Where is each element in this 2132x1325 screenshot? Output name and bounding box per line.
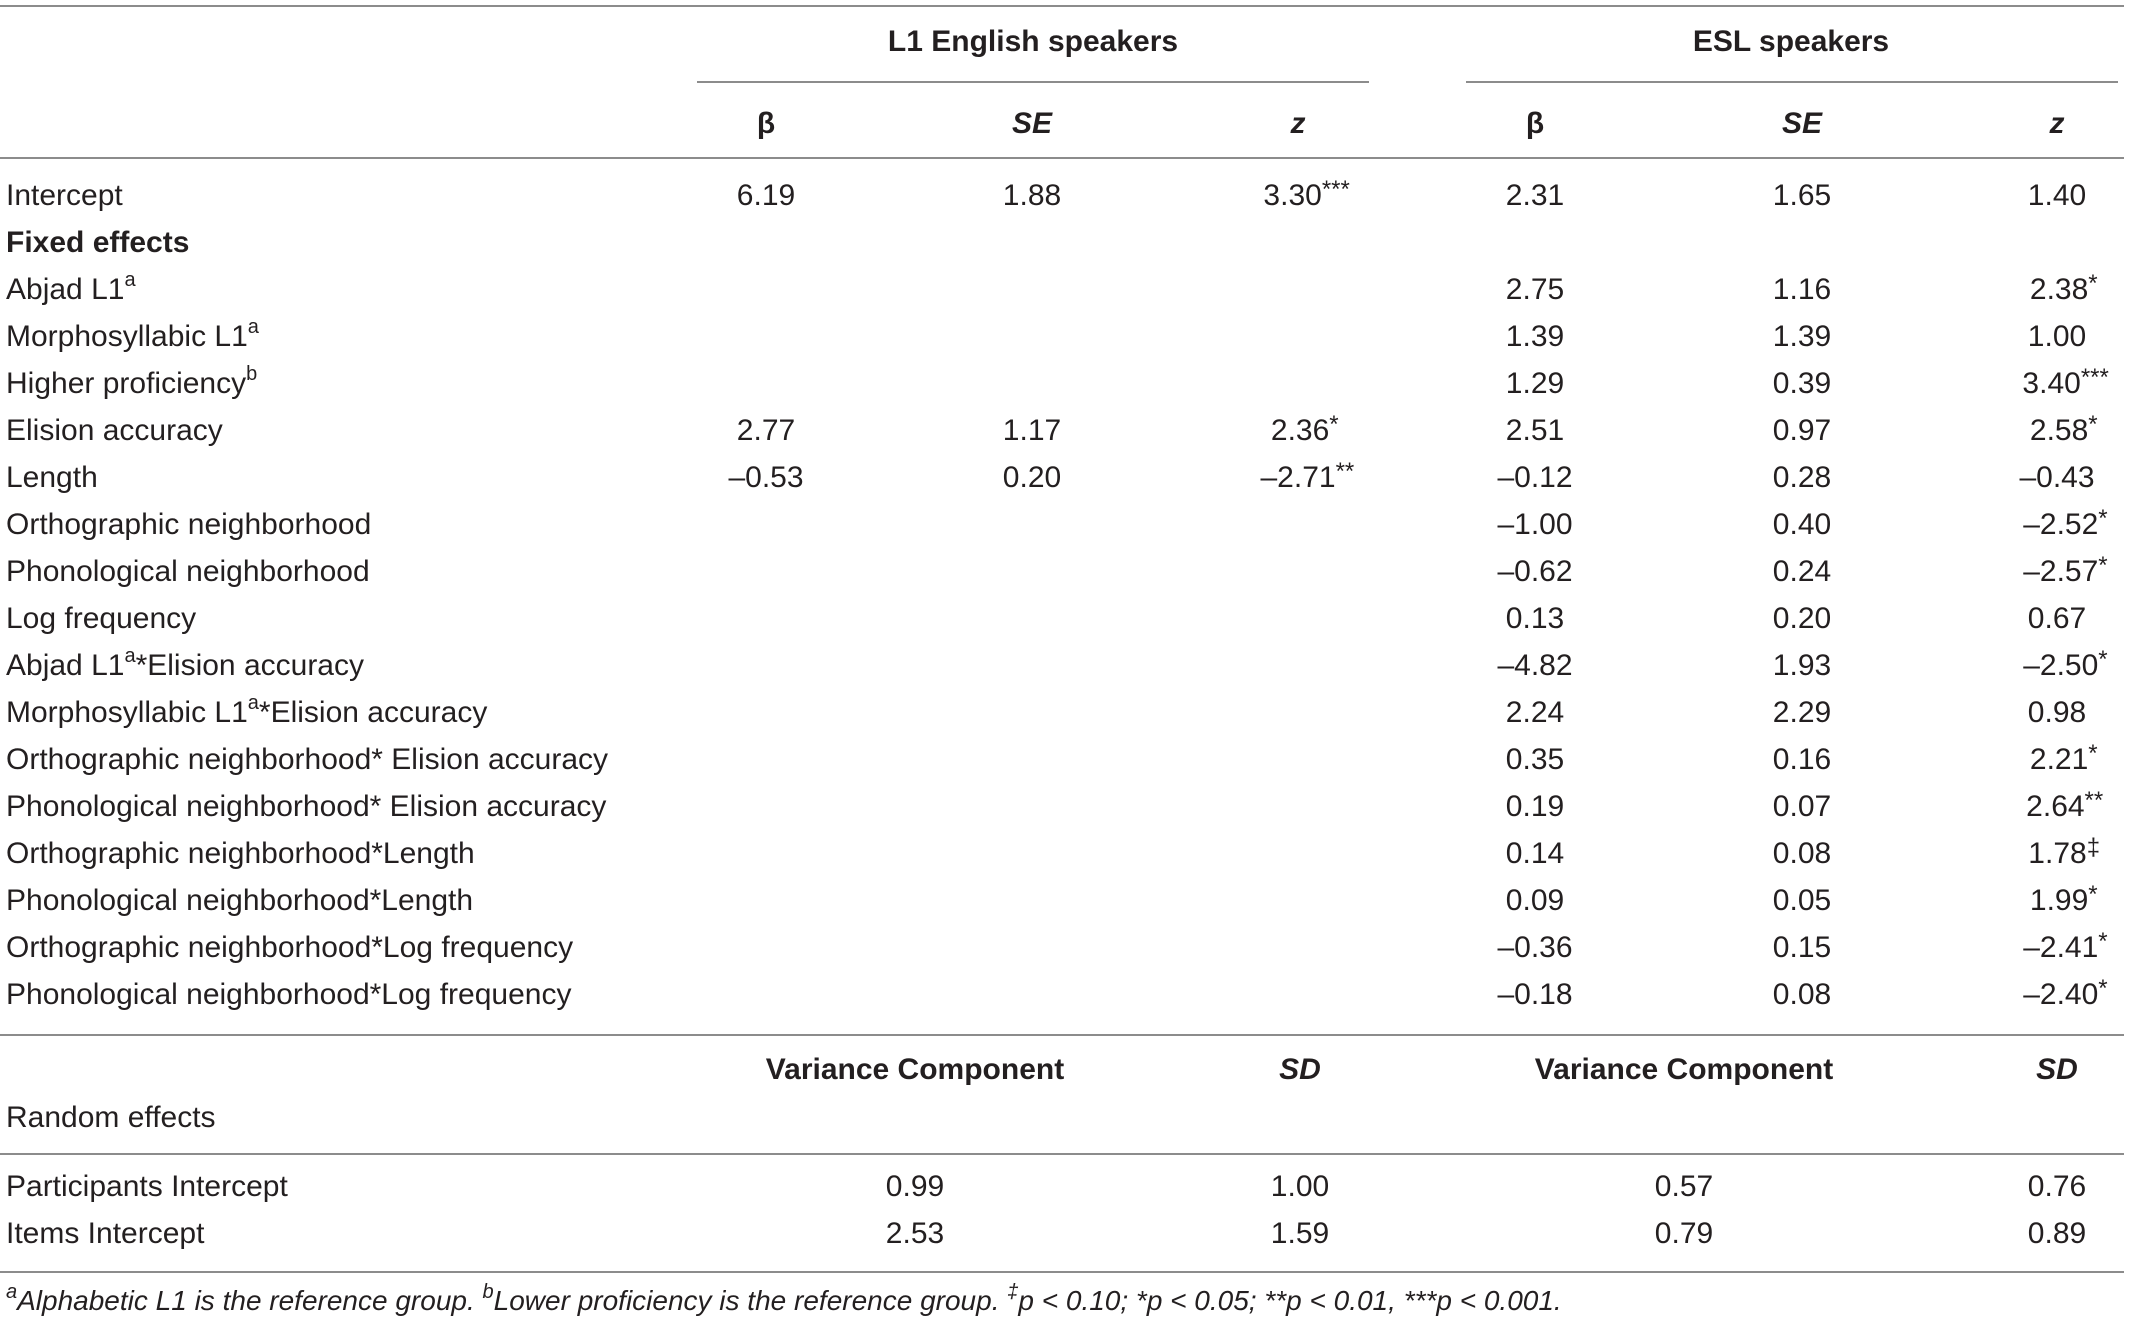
esl-value: –1.00: [1497, 508, 1573, 541]
esl-value-cell: [1773, 693, 1831, 733]
row-label-text: Elision accuracy: [6, 414, 223, 447]
l1-value: 6.19: [736, 179, 796, 212]
esl-value-cell: [1773, 176, 1831, 216]
row-label-text: Intercept: [6, 179, 123, 212]
esl-value: –2.57: [2023, 555, 2099, 588]
fixed-effects-label: Fixed effects: [6, 226, 190, 259]
significance-marker: *: [2088, 270, 2098, 297]
footnote-b-text: Lower proficiency is the reference group.: [493, 1285, 1008, 1316]
row-label-text: Abjad L1: [6, 273, 125, 306]
esl-value-cell: [1506, 364, 1564, 404]
l1-value-cell: [1271, 411, 1339, 453]
l1-value: 1.17: [1002, 414, 1062, 447]
l1-value: 2.36: [1270, 414, 1330, 447]
esl-value: 0.28: [1772, 461, 1832, 494]
row-label: [6, 834, 475, 874]
esl-value-cell: [2028, 317, 2086, 357]
l1-value-cell: [1003, 176, 1061, 216]
esl-value-cell: [2023, 928, 2107, 970]
row-label: [6, 646, 364, 686]
row-label-superscript: a: [124, 645, 136, 667]
l1-value-cell: [737, 411, 795, 451]
group-header-esl: ESL speakers: [1692, 25, 1890, 58]
esl-value: 2.31: [1505, 179, 1565, 212]
l1-value-cell: [1003, 411, 1061, 451]
esl-value-cell: [1773, 458, 1831, 498]
significance-marker: ***: [1321, 176, 1350, 203]
esl-value: 1.99: [2029, 884, 2089, 917]
esl-value-cell: [1773, 552, 1831, 592]
row-label-suffix: *Elision accuracy: [135, 649, 364, 682]
esl-value-cell: [2030, 411, 2098, 453]
header-bottom-rule: [0, 157, 2124, 159]
esl-value-cell: [2030, 881, 2098, 923]
esl-value-cell: [1497, 458, 1572, 498]
l1-value: 2.77: [736, 414, 796, 447]
row-label: [6, 599, 196, 639]
l1-value: –2.71: [1260, 461, 1336, 494]
esl-value: 0.15: [1772, 931, 1832, 964]
esl-value: –2.40: [2023, 978, 2099, 1011]
row-label: [6, 787, 606, 827]
row-label: [6, 693, 487, 733]
col-header-l1-beta: β: [756, 107, 776, 140]
esl-value: 1.65: [1772, 179, 1832, 212]
col-header-esl-beta: β: [1525, 107, 1545, 140]
row-label: [6, 552, 370, 592]
table-bottom-rule: [0, 1271, 2124, 1273]
row-label-text: Orthographic neighborhood: [6, 508, 372, 541]
esl-value: 2.21: [2029, 743, 2089, 776]
row-label-text: Abjad L1: [6, 649, 125, 682]
esl-value: 0.97: [1772, 414, 1832, 447]
row-label-text: Orthographic neighborhood*Log frequency: [6, 931, 574, 964]
esl-value: 0.35: [1505, 743, 1565, 776]
footnote-significance-text: p < 0.10; *p < 0.05; **p < 0.01, ***p < 0.001.: [1018, 1285, 1562, 1316]
row-label-superscript: a: [124, 269, 136, 291]
esl-value: 0.13: [1505, 602, 1565, 635]
l1-value: 1.88: [1002, 179, 1062, 212]
row-label: [6, 975, 571, 1015]
row-label-text: Orthographic neighborhood* Elision accuracy: [6, 743, 609, 776]
esl-value: 1.40: [2027, 179, 2087, 212]
esl-value: 0.16: [1772, 743, 1832, 776]
l1-random-value: 0.99: [885, 1170, 945, 1203]
esl-value-cell: [2022, 364, 2108, 406]
esl-value-cell: [1506, 693, 1564, 733]
esl-value: –0.43: [2019, 461, 2095, 494]
row-label-text: Phonological neighborhood: [6, 555, 370, 588]
esl-value-cell: [1497, 505, 1572, 545]
esl-value: 1.39: [1505, 320, 1565, 353]
esl-value: –0.12: [1497, 461, 1573, 494]
row-label-text: Phonological neighborhood*Log frequency: [6, 978, 572, 1011]
esl-value: 2.75: [1505, 273, 1565, 306]
esl-value-cell: [1506, 176, 1564, 216]
esl-value: 0.98: [2027, 696, 2087, 729]
group2-underline: [1466, 81, 2118, 83]
row-label-text: Higher proficiency: [6, 367, 247, 400]
esl-value-cell: [2023, 975, 2107, 1017]
esl-value: 0.19: [1505, 790, 1565, 823]
esl-value: 0.14: [1505, 837, 1565, 870]
variance-header-esl: Variance Component: [1534, 1053, 1834, 1086]
esl-value-cell: [1497, 975, 1572, 1015]
l1-random-value: 1.59: [1270, 1217, 1330, 1250]
l1-value: –0.53: [728, 461, 804, 494]
esl-value-cell: [1773, 928, 1831, 968]
esl-value: 1.00: [2027, 320, 2087, 353]
row-label: [6, 458, 98, 498]
row-label-text: Morphosyllabic L1: [6, 320, 248, 353]
row-label: [6, 411, 223, 451]
significance-marker: *: [2098, 646, 2108, 673]
esl-value-cell: [1773, 646, 1831, 686]
esl-value: –2.50: [2023, 649, 2099, 682]
esl-random-value: 0.76: [2027, 1170, 2087, 1203]
esl-value: 0.24: [1772, 555, 1832, 588]
table-footnote: [6, 1280, 1562, 1318]
esl-value-cell: [2023, 552, 2107, 594]
l1-random-value: 2.53: [885, 1217, 945, 1250]
significance-marker: *: [1329, 411, 1339, 438]
esl-value-cell: [1773, 975, 1831, 1015]
esl-value: –0.36: [1497, 931, 1573, 964]
group-header-l1: L1 English speakers: [887, 25, 1179, 58]
esl-value: 0.67: [2027, 602, 2087, 635]
esl-value: 2.24: [1505, 696, 1565, 729]
esl-value-cell: [1773, 364, 1831, 404]
significance-marker: ***: [2080, 364, 2109, 391]
esl-value: 2.38: [2029, 273, 2089, 306]
esl-value-cell: [1773, 505, 1831, 545]
row-label-superscript: b: [246, 363, 258, 385]
footnote-mark-a: a: [6, 1280, 18, 1303]
sd-header-esl: SD: [2036, 1053, 2078, 1086]
l1-value: 0.20: [1002, 461, 1062, 494]
esl-value: 1.29: [1505, 367, 1565, 400]
esl-value: 0.09: [1505, 884, 1565, 917]
esl-value-cell: [1506, 599, 1564, 639]
significance-marker: *: [2098, 505, 2108, 532]
l1-value-cell: [1003, 458, 1061, 498]
esl-value-cell: [2019, 458, 2094, 498]
l1-random-value: 1.00: [1270, 1170, 1330, 1203]
esl-value-cell: [1506, 881, 1564, 921]
esl-value-cell: [1773, 270, 1831, 310]
row-label: [6, 364, 257, 404]
significance-marker: **: [2084, 787, 2104, 814]
l1-value: 3.30: [1263, 179, 1322, 212]
esl-value: 0.08: [1772, 978, 1832, 1011]
row-label-text: Orthographic neighborhood*Length: [6, 837, 475, 870]
esl-value-cell: [2023, 646, 2107, 688]
esl-value: 0.08: [1772, 837, 1832, 870]
esl-value: –4.82: [1497, 649, 1573, 682]
esl-value-cell: [1497, 552, 1572, 592]
random-row-label: Participants Intercept: [6, 1170, 288, 1203]
esl-value-cell: [1506, 740, 1564, 780]
table-top-rule: [0, 5, 2124, 7]
row-label: [6, 270, 136, 310]
significance-marker: *: [2088, 881, 2098, 908]
group1-underline: [697, 81, 1369, 83]
l1-value-cell: [737, 176, 795, 216]
esl-value-cell: [2028, 599, 2086, 639]
esl-value-cell: [2026, 787, 2103, 829]
row-label: [6, 881, 473, 921]
esl-value: 0.20: [1772, 602, 1832, 635]
esl-value-cell: [1773, 787, 1831, 827]
esl-value: 3.40: [2022, 367, 2081, 400]
esl-value: 2.29: [1772, 696, 1832, 729]
esl-value-cell: [2030, 270, 2098, 312]
esl-value-cell: [2030, 740, 2098, 782]
esl-value-cell: [1773, 740, 1831, 780]
col-header-esl-z: z: [2049, 107, 2065, 140]
esl-value-cell: [1506, 317, 1564, 357]
significance-marker: ‡: [2086, 834, 2101, 861]
esl-value-cell: [1773, 411, 1831, 451]
significance-marker: *: [2098, 975, 2108, 1002]
row-label-superscript: a: [247, 692, 259, 714]
esl-value: 1.78: [2028, 837, 2087, 870]
random-row-label: Items Intercept: [6, 1217, 205, 1250]
col-header-l1-z: z: [1290, 107, 1306, 140]
footnote-mark-b: b: [482, 1280, 494, 1303]
random-effects-label: Random effects: [6, 1101, 216, 1134]
row-label-text: Length: [6, 461, 98, 494]
row-label-text: Log frequency: [6, 602, 197, 635]
esl-value-cell: [1773, 834, 1831, 874]
esl-value: 1.39: [1772, 320, 1832, 353]
row-label: [6, 928, 573, 968]
l1-value-cell: [728, 458, 803, 498]
footnote-mark-dagger: ‡: [1007, 1280, 1019, 1303]
esl-value-cell: [1773, 881, 1831, 921]
esl-value-cell: [1773, 317, 1831, 357]
esl-value-cell: [1773, 599, 1831, 639]
row-label-text: Phonological neighborhood* Elision accuracy: [6, 790, 607, 823]
esl-value-cell: [1506, 834, 1564, 874]
esl-value: 0.07: [1772, 790, 1832, 823]
significance-marker: *: [2098, 928, 2108, 955]
esl-value: 1.93: [1772, 649, 1832, 682]
esl-value-cell: [1506, 411, 1564, 451]
esl-random-value: 0.79: [1654, 1217, 1714, 1250]
esl-value: –2.52: [2023, 508, 2099, 541]
esl-value-cell: [2028, 693, 2086, 733]
row-label: [6, 505, 371, 545]
esl-value-cell: [1506, 270, 1564, 310]
esl-value-cell: [2028, 834, 2100, 876]
row-label: [6, 317, 259, 357]
esl-value-cell: [1506, 787, 1564, 827]
footnote-a-text: Alphabetic L1 is the reference group.: [17, 1285, 483, 1316]
esl-value-cell: [2023, 505, 2107, 547]
esl-random-value: 0.57: [1654, 1170, 1714, 1203]
esl-value: –0.62: [1497, 555, 1573, 588]
esl-value: 0.39: [1772, 367, 1832, 400]
sd-header-l1: SD: [1279, 1053, 1321, 1086]
row-label-text: Phonological neighborhood*Length: [6, 884, 474, 917]
col-header-l1-se: SE: [1011, 107, 1053, 140]
esl-value: –2.41: [2023, 931, 2099, 964]
row-label-text: Morphosyllabic L1: [6, 696, 248, 729]
fixed-bottom-rule: [0, 1034, 2124, 1036]
significance-marker: *: [2098, 552, 2108, 579]
esl-value-cell: [1497, 928, 1572, 968]
esl-value: 2.64: [2026, 790, 2085, 823]
variance-header-l1: Variance Component: [765, 1053, 1065, 1086]
row-label-superscript: a: [247, 316, 259, 338]
esl-value: 0.40: [1772, 508, 1832, 541]
significance-marker: *: [2088, 411, 2098, 438]
esl-value: 2.58: [2029, 414, 2089, 447]
significance-marker: *: [2088, 740, 2098, 767]
esl-random-value: 0.89: [2027, 1217, 2087, 1250]
row-label: [6, 740, 608, 780]
esl-value: 2.51: [1505, 414, 1565, 447]
significance-marker: **: [1335, 458, 1355, 485]
esl-value-cell: [2028, 176, 2086, 216]
row-label-suffix: *Elision accuracy: [258, 696, 488, 729]
random-header-rule: [0, 1153, 2124, 1155]
esl-value: 1.16: [1772, 273, 1832, 306]
row-label: [6, 176, 123, 216]
esl-value: 0.05: [1772, 884, 1832, 917]
l1-value-cell: [1260, 458, 1354, 500]
esl-value-cell: [1497, 646, 1572, 686]
esl-value: –0.18: [1497, 978, 1573, 1011]
l1-value-cell: [1263, 176, 1349, 218]
col-header-esl-se: SE: [1781, 107, 1823, 140]
